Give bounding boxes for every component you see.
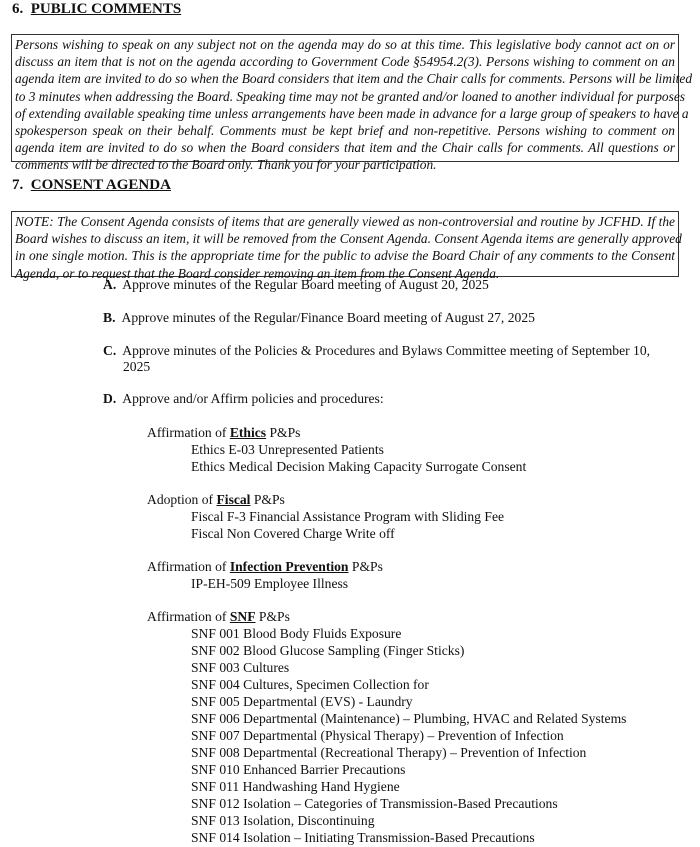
note-line: Agenda, or to request that the Board consider removing an item from the Consent Agenda. — [15, 265, 500, 281]
group-category: Ethics — [229, 425, 267, 440]
policy-item: SNF 007 Departmental (Physical Therapy) – Prevention of Infection — [191, 728, 564, 743]
policy-item: SNF 002 Blood Glucose Sampling (Finger Sticks) — [191, 643, 465, 658]
notice-line: Persons wishing to speak on any subject not on the agenda may do so at this time. This legislative body cannot act on or — [15, 37, 675, 52]
consent-item-c-continuation: 2025 — [123, 359, 151, 374]
group-suffix: P&Ps — [348, 559, 383, 574]
item-text: Approve and/or Affirm policies and procedures: — [122, 391, 384, 406]
policy-group-ethics — [147, 425, 300, 441]
notice-line: comments will be directed to the Board only. Thank you for your participation. — [15, 157, 437, 173]
policy-item: Fiscal Non Covered Charge Write off — [191, 526, 395, 541]
section-7-number: 7. — [12, 177, 24, 193]
policy-item: SNF 005 Departmental (EVS) - Laundry — [191, 694, 413, 709]
item-letter: D. — [103, 391, 117, 406]
policy-item: SNF 006 Departmental (Maintenance) – Plumbing, HVAC and Related Systems — [191, 711, 627, 726]
group-prefix: Affirmation of — [147, 609, 230, 624]
notice-line: discuss an item that is not on the agenda according to Government Code §54954.2(3). Persons wishing to comment on an — [15, 54, 675, 70]
policy-item: SNF 011 Handwashing Hand Hygiene — [191, 779, 400, 794]
consent-item-d — [103, 391, 384, 407]
policy-group-snf — [147, 609, 290, 625]
section-6-number: 6. — [12, 1, 24, 17]
policy-item: SNF 013 Isolation, Discontinuing — [191, 813, 375, 828]
item-letter: B. — [103, 310, 116, 325]
public-comments-notice — [11, 34, 693, 173]
note-line: in one single motion. This is the appropriate time for the public to advise the Board Chair of any comments to the Consent — [15, 248, 675, 264]
notice-line: agenda item are invited to do so when the Board considers that item and the Chair calls for comments. All questions or — [15, 140, 675, 156]
group-prefix: Affirmation of — [147, 425, 230, 440]
section-7-title: CONSENT AGENDA — [30, 177, 171, 193]
policy-group-fiscal — [147, 492, 285, 508]
policy-item: Ethics E-03 Unrepresented Patients — [191, 442, 384, 457]
consent-item-c — [103, 343, 650, 359]
notice-line: agenda item are invited to do so when the Board considers that item and the Chair calls for comments. Persons will be limited — [15, 71, 693, 87]
policy-item: SNF 010 Enhanced Barrier Precautions — [191, 762, 406, 777]
policy-item: SNF 008 Departmental (Recreational Therapy) – Prevention of Infection — [191, 745, 587, 760]
section-6-title: PUBLIC COMMENTS — [30, 1, 182, 17]
policy-item: IP-EH-509 Employee Illness — [191, 576, 349, 591]
note-line: Board wishes to discuss an item, it will be removed from the Consent Agenda. Consent Agenda items are generally approved — [15, 231, 682, 247]
item-text: Approve minutes of the Regular Board meeting of August 20, 2025 — [122, 277, 489, 292]
consent-item-a — [103, 277, 489, 293]
item-text: Approve minutes of the Regular/Finance Board meeting of August 27, 2025 — [121, 310, 535, 325]
policy-item: SNF 012 Isolation – Categories of Transmission-Based Precautions — [191, 796, 558, 811]
group-category: Infection Prevention — [229, 559, 349, 574]
group-category: Fiscal — [216, 492, 251, 507]
policy-item: SNF 001 Blood Body Fluids Exposure — [191, 626, 402, 641]
item-letter: C. — [103, 343, 117, 358]
section-7-heading — [12, 177, 171, 194]
item-letter: A. — [103, 277, 117, 292]
consent-item-b — [103, 310, 535, 326]
notice-line: spokesperson speak on their behalf. Comments must be kept brief and non-repetitive. Persons wishing to comment on — [15, 123, 675, 139]
consent-agenda-note — [11, 211, 682, 281]
policy-group-infection-prevention — [147, 559, 383, 575]
notice-line: to 3 minutes when addressing the Board. Speaking time may not be granted and/or loaned to another individual for purposes — [15, 88, 685, 104]
group-suffix: P&Ps — [250, 492, 285, 507]
group-prefix: Affirmation of — [147, 559, 230, 574]
note-line: NOTE: The Consent Agenda consists of items that are generally viewed as non-controversial and routine by JCFHD. If the — [15, 214, 675, 229]
policy-item: SNF 003 Cultures — [191, 660, 290, 675]
item-text: Approve minutes of the Policies & Procedures and Bylaws Committee meeting of September 10, — [122, 343, 651, 358]
policy-item: SNF 014 Isolation – Initiating Transmission-Based Precautions — [191, 830, 535, 845]
policy-item: Ethics Medical Decision Making Capacity Surrogate Consent — [191, 459, 527, 474]
policy-item: Fiscal F-3 Financial Assistance Program with Sliding Fee — [191, 509, 505, 524]
section-6-heading — [12, 1, 181, 18]
notice-line: of extending available speaking time unless arrangements have been made in advance for a large group of speakers to have a — [15, 105, 689, 121]
group-prefix: Adoption of — [147, 492, 217, 507]
group-suffix: P&Ps — [266, 425, 301, 440]
policy-item: SNF 004 Cultures, Specimen Collection for — [191, 677, 429, 692]
group-suffix: P&Ps — [255, 609, 290, 624]
group-category: SNF — [229, 609, 256, 624]
